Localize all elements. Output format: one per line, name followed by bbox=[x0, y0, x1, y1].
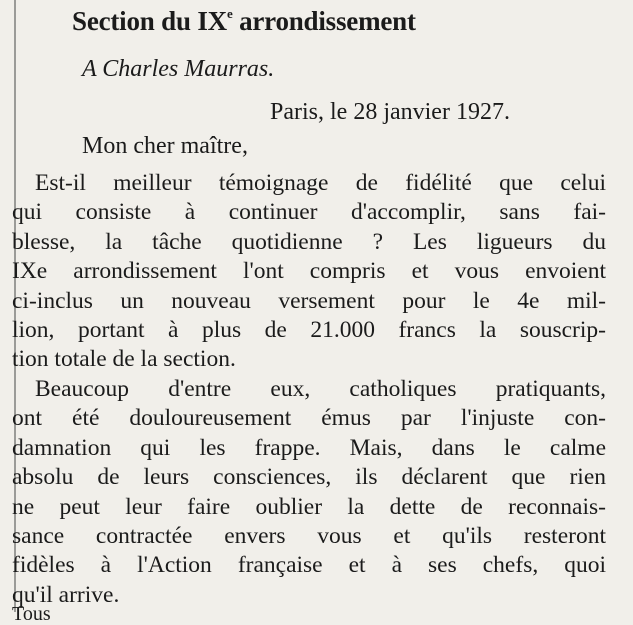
paragraph-line: Est-il meilleur témoignage de fidélité que celui bbox=[35, 170, 606, 196]
paragraph-line: damnation qui les frappe. Mais, dans le calme bbox=[12, 434, 606, 461]
paragraph-line: sance contractée envers vous et qu'ils resteront bbox=[12, 522, 606, 549]
paragraph-line: ne peut leur faire oublier la dette de reconnais- bbox=[12, 493, 606, 520]
paragraph-line: qui consiste à continuer d'accomplir, sans fai- bbox=[12, 199, 606, 226]
paragraph-line: blesse, la tâche quotidienne ? Les ligueurs du bbox=[12, 228, 606, 255]
section-title-superscript: e bbox=[226, 6, 233, 21]
section-title bbox=[72, 6, 416, 37]
dateline: Paris, le 28 janvier 1927. bbox=[270, 99, 510, 125]
salutation: Mon cher maître, bbox=[82, 133, 248, 159]
section-title-tail: arrondissement bbox=[232, 6, 416, 36]
paragraph-line: ont été douloureusement émus par l'injuste con- bbox=[12, 405, 606, 432]
paragraph-line: qu'il arrive. bbox=[12, 581, 120, 608]
dedication: A Charles Maurras. bbox=[82, 56, 275, 82]
paragraph-1 bbox=[12, 169, 606, 375]
paragraph-line: ci-inclus un nouveau versement pour le 4e mil- bbox=[12, 287, 606, 314]
paragraph-line: lion, portant à plus de 21.000 francs la souscrip- bbox=[12, 316, 606, 343]
paragraph-line: Beaucoup d'entre eux, catholiques pratiquants, bbox=[35, 376, 606, 402]
cropped-next-line: Tous bbox=[12, 603, 51, 625]
section-title-main: Section du IX bbox=[72, 6, 227, 36]
paragraph-line: absolu de leurs consciences, ils déclarent que rien bbox=[12, 464, 606, 491]
paragraph-line: IXe arrondissement l'ont compris et vous envoient bbox=[12, 258, 606, 285]
paragraph-line: fidèles à l'Action française et à ses chefs, quoi bbox=[12, 552, 606, 579]
paragraph-line: tion totale de la section. bbox=[12, 346, 236, 373]
